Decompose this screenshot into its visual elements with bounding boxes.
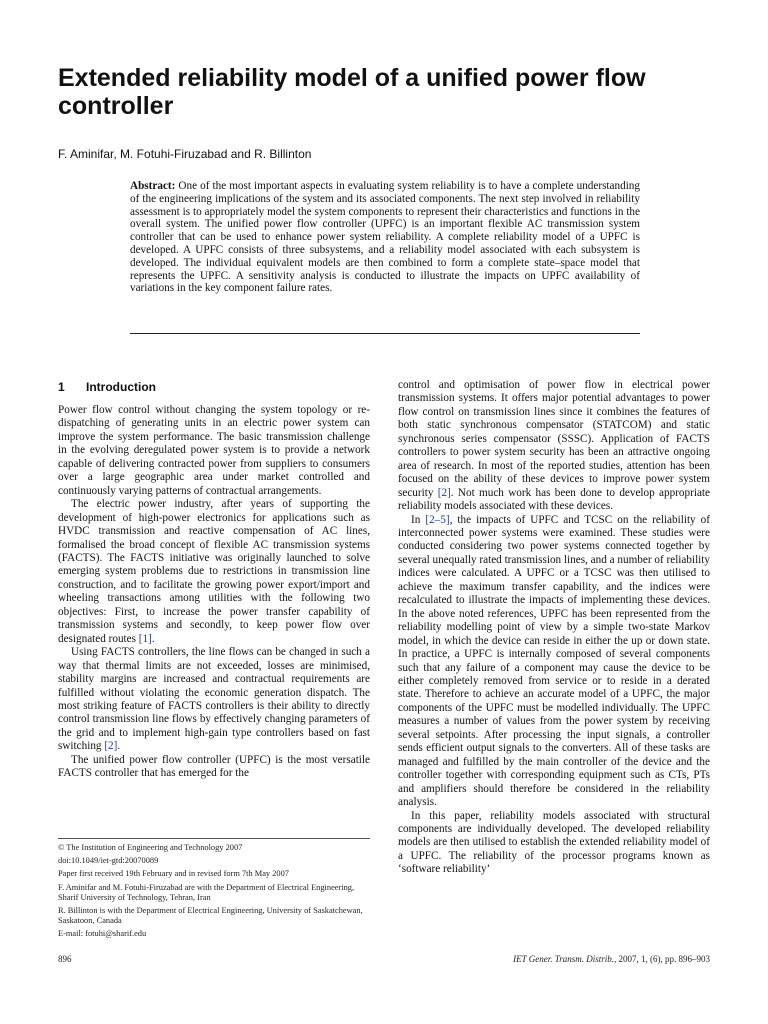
footnotes [58,843,370,943]
citation-link[interactable]: [1] [138,632,152,645]
footnote-divider [58,838,370,839]
received-dates: Paper first received 19th February and in revised form 7th May 2007 [58,869,289,879]
section-heading-introduction [58,380,370,394]
right-column [398,379,710,877]
copyright-notice: © The Institution of Engineering and Technology 2007 [58,843,243,852]
paragraph: In [2–5], the impacts of UPFC and TCSC on the reliability of interconnected power systems were examined. These studies were conducted considering two power systems connected together by several unequally rated transmission lines, and a number of reliability indices were calculated. A UPFC or a TCSC was then utilised to achieve the maximum transfer capability, and the indices were recalculated to illustrate the impacts of implementing these devices. In the above noted references, UPFC has been represented from the reliability modelling point of view by a simple two-state Markov model, in which the device can reside in either the up or down state. In practice, a UPFC is internally composed of several components such that any failure of a component may cause the device to be either completely removed from service or to reside in a derated state. Therefore to achieve an accurate model of a UPFC, the major components of the UPFC must be modelled individually. The UPFC measures a number of values from the power system by receiving several setpoints. After processing the input signals, a controller sends efficient output signals to the converters. All of these tasks are managed and fulfilled by the main controller of the device and the controller together with corresponding equipment such as CTs, PTs and amplifiers should therefore be considered in the reliability analysis. [398,513,710,809]
journal-name: IET Gener. Transm. Distrib. [513,954,614,964]
citation-link[interactable]: [2] [104,740,118,753]
left-column [58,404,370,781]
paragraph: The electric power industry, after years of supporting the development of high-power electronics for applications such as HVDC transmission and reactive compensation of AC lines, formalised the broad concept of flexible AC transmission systems (FACTS). The FACTS initiative was originally launched to solve emerging system problems due to restrictions in transmission line construction, and to facilitate the growing power export/import and wheeling transactions among utilities with the following two objectives: First, to increase the power transfer capability of transmission systems and secondly, to keep power flow over designated routes [1]. [58,498,370,645]
section-title: Introduction [86,380,156,394]
abstract [130,180,640,295]
page-number: 896 [58,954,72,964]
paragraph: The unified power flow controller (UPFC) is the most versatile FACTS controller that has emerged for the [58,753,370,780]
paragraph: In this paper, reliability models associated with structural components are individually developed. The developed reliability models are then utilised to establish the extended reliability model of a UPFC. The reliability of the processor programs known as ‘software reliability’ [398,809,710,876]
paragraph: Using FACTS controllers, the line flows can be changed in such a way that thermal limits are not exceeded, losses are minimised, stability margins are increased and contractual requirements are fulfilled without violating the economic generation dispatch. The most striking feature of FACTS controllers is their ability to directly control transmission line flows by effectively changing parameters of the grid and to implement high-gain type controllers based on fast switching [2]. [58,646,370,753]
author-list: F. Aminifar, M. Fotuhi-Firuzabad and R. Billinton [58,147,312,161]
citation-link[interactable]: [2–5] [425,513,450,526]
paragraph: Power flow control without changing the system topology or re-dispatching of generating units in an electric power system can improve the system performance. The basic transmission challenge in the evolving deregulated power system is to provide a network capable of delivering contracted power from suppliers to consumers over a large geographic area under market controlled and continuously varying patterns of contractual arrangements. [58,404,370,497]
abstract-label: Abstract: [130,180,176,192]
abstract-text: One of the most important aspects in evaluating system reliability is to have a complete understanding of the engineering implications of the system and its associated components. The next step involved in reliability assessment is to appropriately model the system components to represent their characteristics and functions in the overall system. The unified power flow controller (UPFC) is an important flexible AC transmission system controller that can be used to enhance power system reliability. A complete reliability model of a UPFC is developed. A UPFC consists of three subsystems, and a reliability model associated with each subsystem is developed. The individual equivalent models are then combined to form a complete state–space model that represents the UPFC. A sensitivity analysis is conducted to illustrate the impacts on UPFC availability of variations in the key component failure rates. [130,180,640,295]
abstract-divider [130,333,640,334]
journal-volume-pages: , 2007, 1, (6), pp. 896–903 [614,954,710,964]
contact-email[interactable]: E-mail: fotuhi@sharif.edu [58,929,147,939]
paper-title: Extended reliability model of a unified power flow controller [58,64,646,120]
affiliation: R. Billinton is with the Department of Electrical Engineering, University of Saskatchewan, Saskatoon, Canada [58,906,363,926]
section-number: 1 [58,380,65,394]
citation-link[interactable]: [2] [437,486,451,499]
affiliation: F. Aminifar and M. Fotuhi-Firuzabad are with the Department of Electrical Engineering, Sharif University of Technology, Tehran, Iran [58,882,355,902]
paragraph: control and optimisation of power flow in electrical power transmission systems. It offers major potential advantages to power flow control on transmission lines since it combines the features of both static synchronous compensator (STATCOM) and static synchronous series compensator (SSSC). Application of FACTS controllers to power system security has been an attractive ongoing area of research. In most of the reported studies, attention has been focused on the ability of these devices to improve power system security [2]. Not much work has been done to develop appropriate reliability models associated with these devices. [398,379,710,513]
journal-citation [513,954,710,964]
doi[interactable]: doi:10.1049/iet-gtd:20070089 [58,856,159,866]
